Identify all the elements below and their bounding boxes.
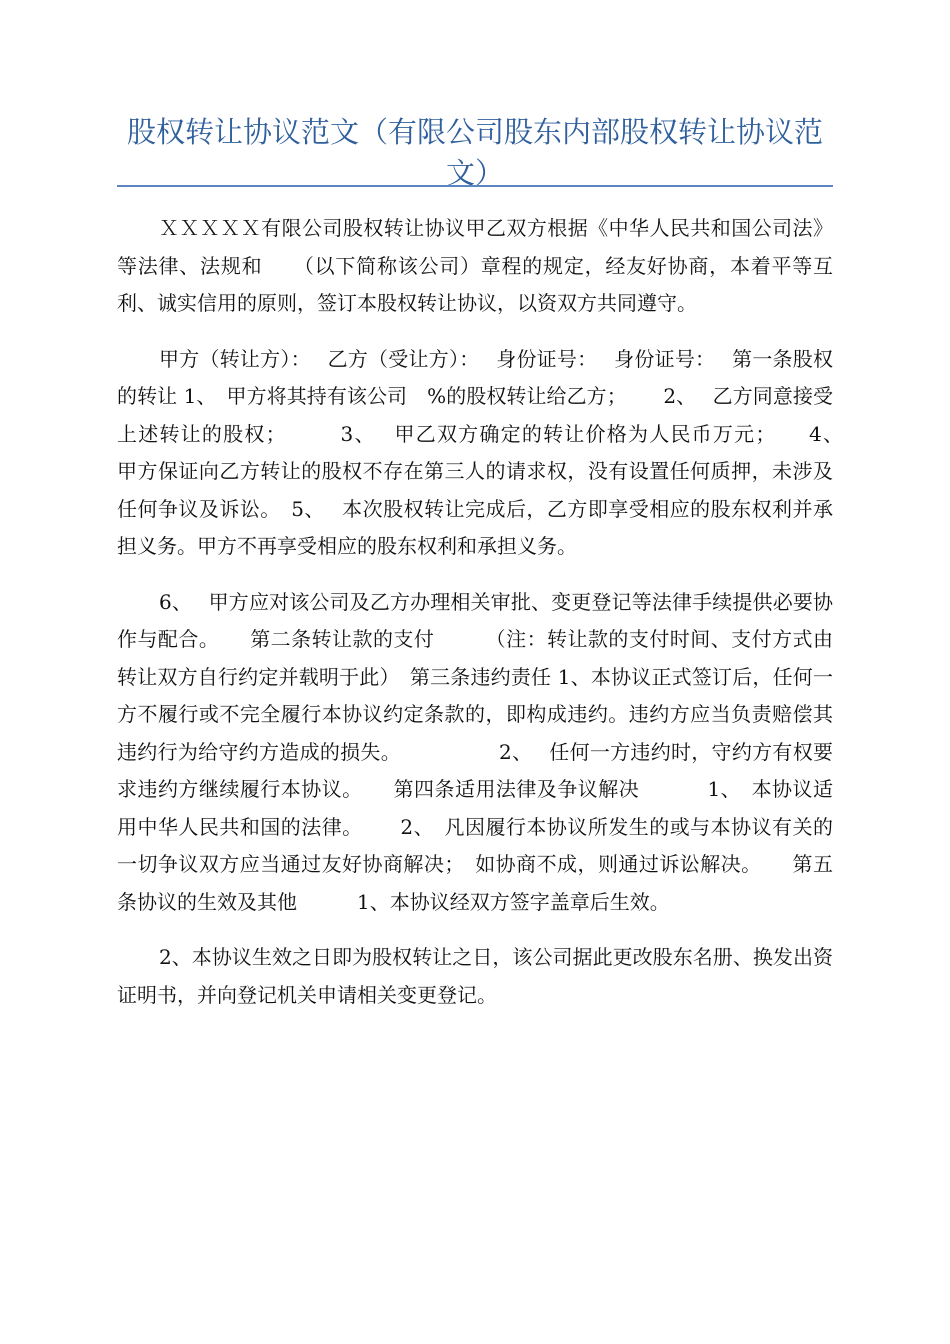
title-underline xyxy=(117,185,833,187)
document-body xyxy=(117,210,860,1032)
paragraph-articles-2-5: 6、 甲方应对该公司及乙方办理相关审批、变更登记等法律手续提供必要协作与配合。 第二条转让款的支付 （注：转让款的支付时间、支付方式由转让双方自行约定并载明于此） 第三条违约责任 1、本协议正式签订后，任何一方不履行或不完全履行本协议约定条款的，即构成违约。违约方应当负责赔偿其违约行为给守约方造成的损失。 2、 任何一方违约时，守约方有权要求违约方继续履行本协议。 第四条适用法律及争议解决 1、 本协议适用中华人民共和国的法律。 2、 凡因履行本协议所发生的或与本协议有关的一切争议双方应当通过友好协商解决； 如协商不成，则通过诉讼解决。 第五条协议的生效及其他 1、本协议经双方签字盖章后生效。 xyxy=(117,589,833,914)
paragraph-intro: ＸＸＸＸＸ有限公司股权转让协议甲乙双方根据《中华人民共和国公司法》等法律、法规和 （以下简称该公司）章程的规定，经友好协商，本着平等互利、诚实信用的原则，签订本股权转让协议，以资双方共同遵守。 xyxy=(117,216,833,315)
paragraph-article-1: 甲方（转让方）： 乙方（受让方）： 身份证号： 身份证号： 第一条股权的转让 1、 甲方将其持有该公司 %的股权转让给乙方； 2、 乙方同意接受上述转让的股权； 3、 甲乙双方确定的转让价格为人民币万元； 4、 甲方保证向乙方转让的股权不存在第三人的请求权，没有设置任何质押，未涉及任何争议及诉讼。 5、 本次股权转让完成后，乙方即享受相应的股东权利并承担义务。甲方不再享受相应的股东权利和承担义务。 xyxy=(117,346,860,558)
document-title: 股权转让协议范文（有限公司股东内部股权转让协议范文） xyxy=(126,115,823,190)
paragraph-effective-date: 2、本协议生效之日即为股权转让之日，该公司据此更改股东名册、换发出资证明书，并向登记机关申请相关变更登记。 xyxy=(117,945,833,1007)
